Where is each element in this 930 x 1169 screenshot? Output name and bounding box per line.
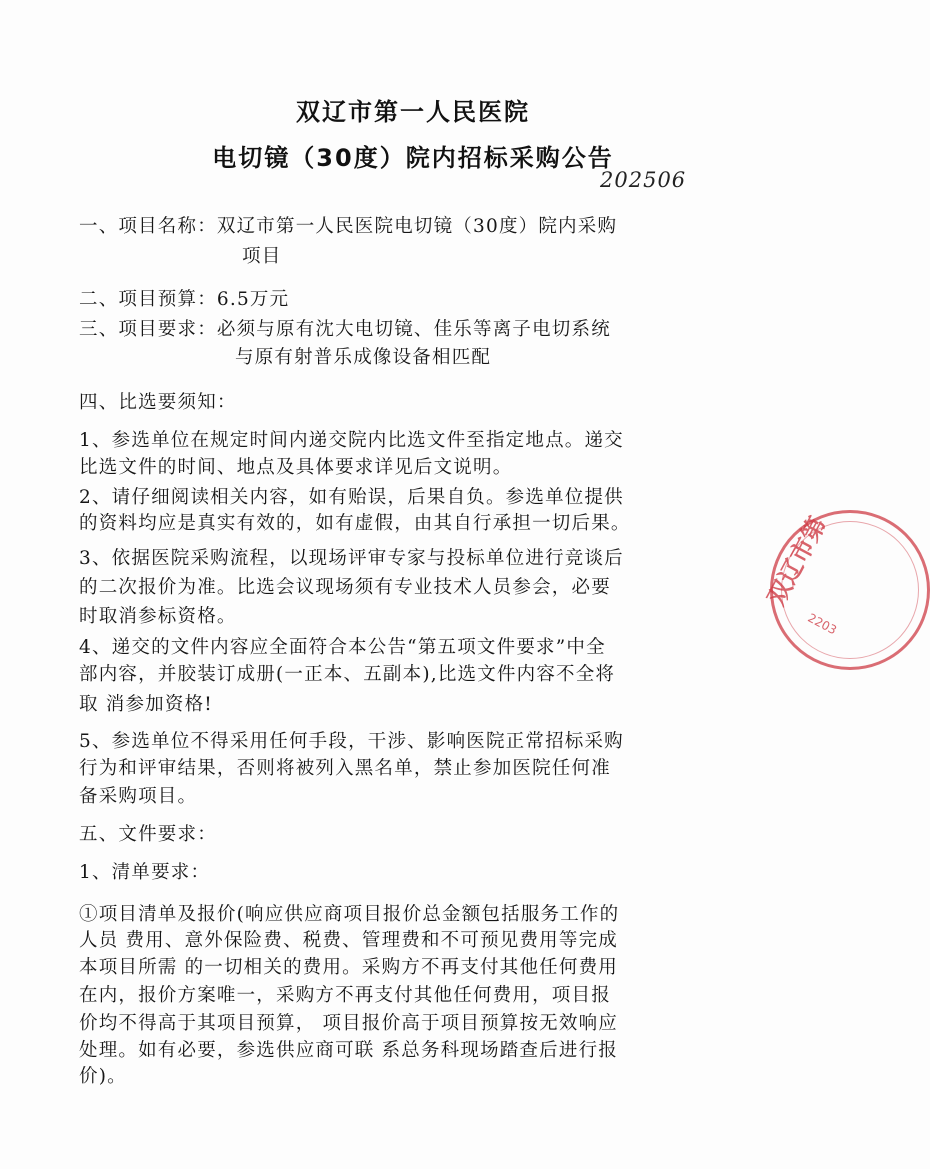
section5-sub1: 1、清单要求： [79,862,211,883]
seal-text: 双辽市第 [762,512,832,610]
list-requirement-line1: ①项目清单及报价(响应供应商项目报价总金额包括服务工作的 [79,904,620,925]
list-requirement-line6: 处理。如有必要，参选供应商可联 系总务科现场踏查后进行报 [79,1040,618,1061]
list-requirement-line7: 价)。 [79,1066,127,1087]
handwritten-code: 202506 [600,168,687,192]
item3-line2: 与原有射普乐成像设备相匹配 [235,347,492,368]
item1-line1: 一、项目名称：双辽市第一人民医院电切镜（30度）院内采购 [79,216,618,237]
list-requirement-line3: 本项目所需 的一切相关的费用。采购方不再支付其他任何费用 [79,957,618,978]
notice1-line2: 比选文件的时间、地点及具体要求详见后文说明。 [79,457,513,478]
list-requirement-line5: 价均不得高于其项目预算， 项目报价高于项目预算按无效响应 [79,1013,618,1034]
section5-heading: 五、文件要求： [79,824,217,845]
notice2-line1: 2、请仔细阅读相关内容，如有贻误，后果自负。参选单位提供 [79,487,624,508]
notice3-line3: 时取消参标资格。 [79,606,237,627]
official-seal-stamp [762,510,930,670]
item2-budget: 二、项目预算：6.5万元 [79,289,290,310]
seal-number: 2203 [805,610,840,638]
notice5-line3: 备采购项目。 [79,786,198,807]
item1-line2: 项目 [242,246,282,267]
notice3-line2: 的二次报价为准。比选会议现场须有专业技术人员参会，必要 [79,577,611,598]
notice5-line2: 行为和评审结果，否则将被列入黑名单，禁止参加医院任何准 [79,758,611,779]
item4-heading: 四、比选要须知： [79,392,237,413]
notice1-line1: 1、参选单位在规定时间内递交院内比选文件至指定地点。递交 [79,430,624,451]
notice-title: 电切镜（30度）院内招标采购公告 [212,144,614,172]
notice4-line2: 部内容，并胶装订成册(一正本、五副本),比选文件内容不全将 [79,664,616,685]
notice2-line2: 的资料均应是真实有效的，如有虚假，由其自行承担一切后果。 [79,513,631,534]
notice4-line1: 4、递交的文件内容应全面符合本公告“第五项文件要求”中全 [79,637,606,658]
hospital-title: 双辽市第一人民医院 [296,98,530,126]
notice4-line3: 取 消参加资格! [79,694,213,715]
notice5-line1: 5、参选单位不得采用任何手段，干涉、影响医院正常招标采购 [79,731,624,752]
item3-line1: 三、项目要求：必须与原有沈大电切镜、佳乐等离子电切系统 [79,319,611,340]
notice3-line1: 3、依据医院采购流程，以现场评审专家与投标单位进行竞谈后 [79,548,624,569]
list-requirement-line2: 人员 费用、意外保险费、税费、管理费和不可预见费用等完成 [79,930,618,951]
list-requirement-line4: 在内，报价方案唯一，采购方不再支付其他任何费用，项目报 [79,985,611,1006]
